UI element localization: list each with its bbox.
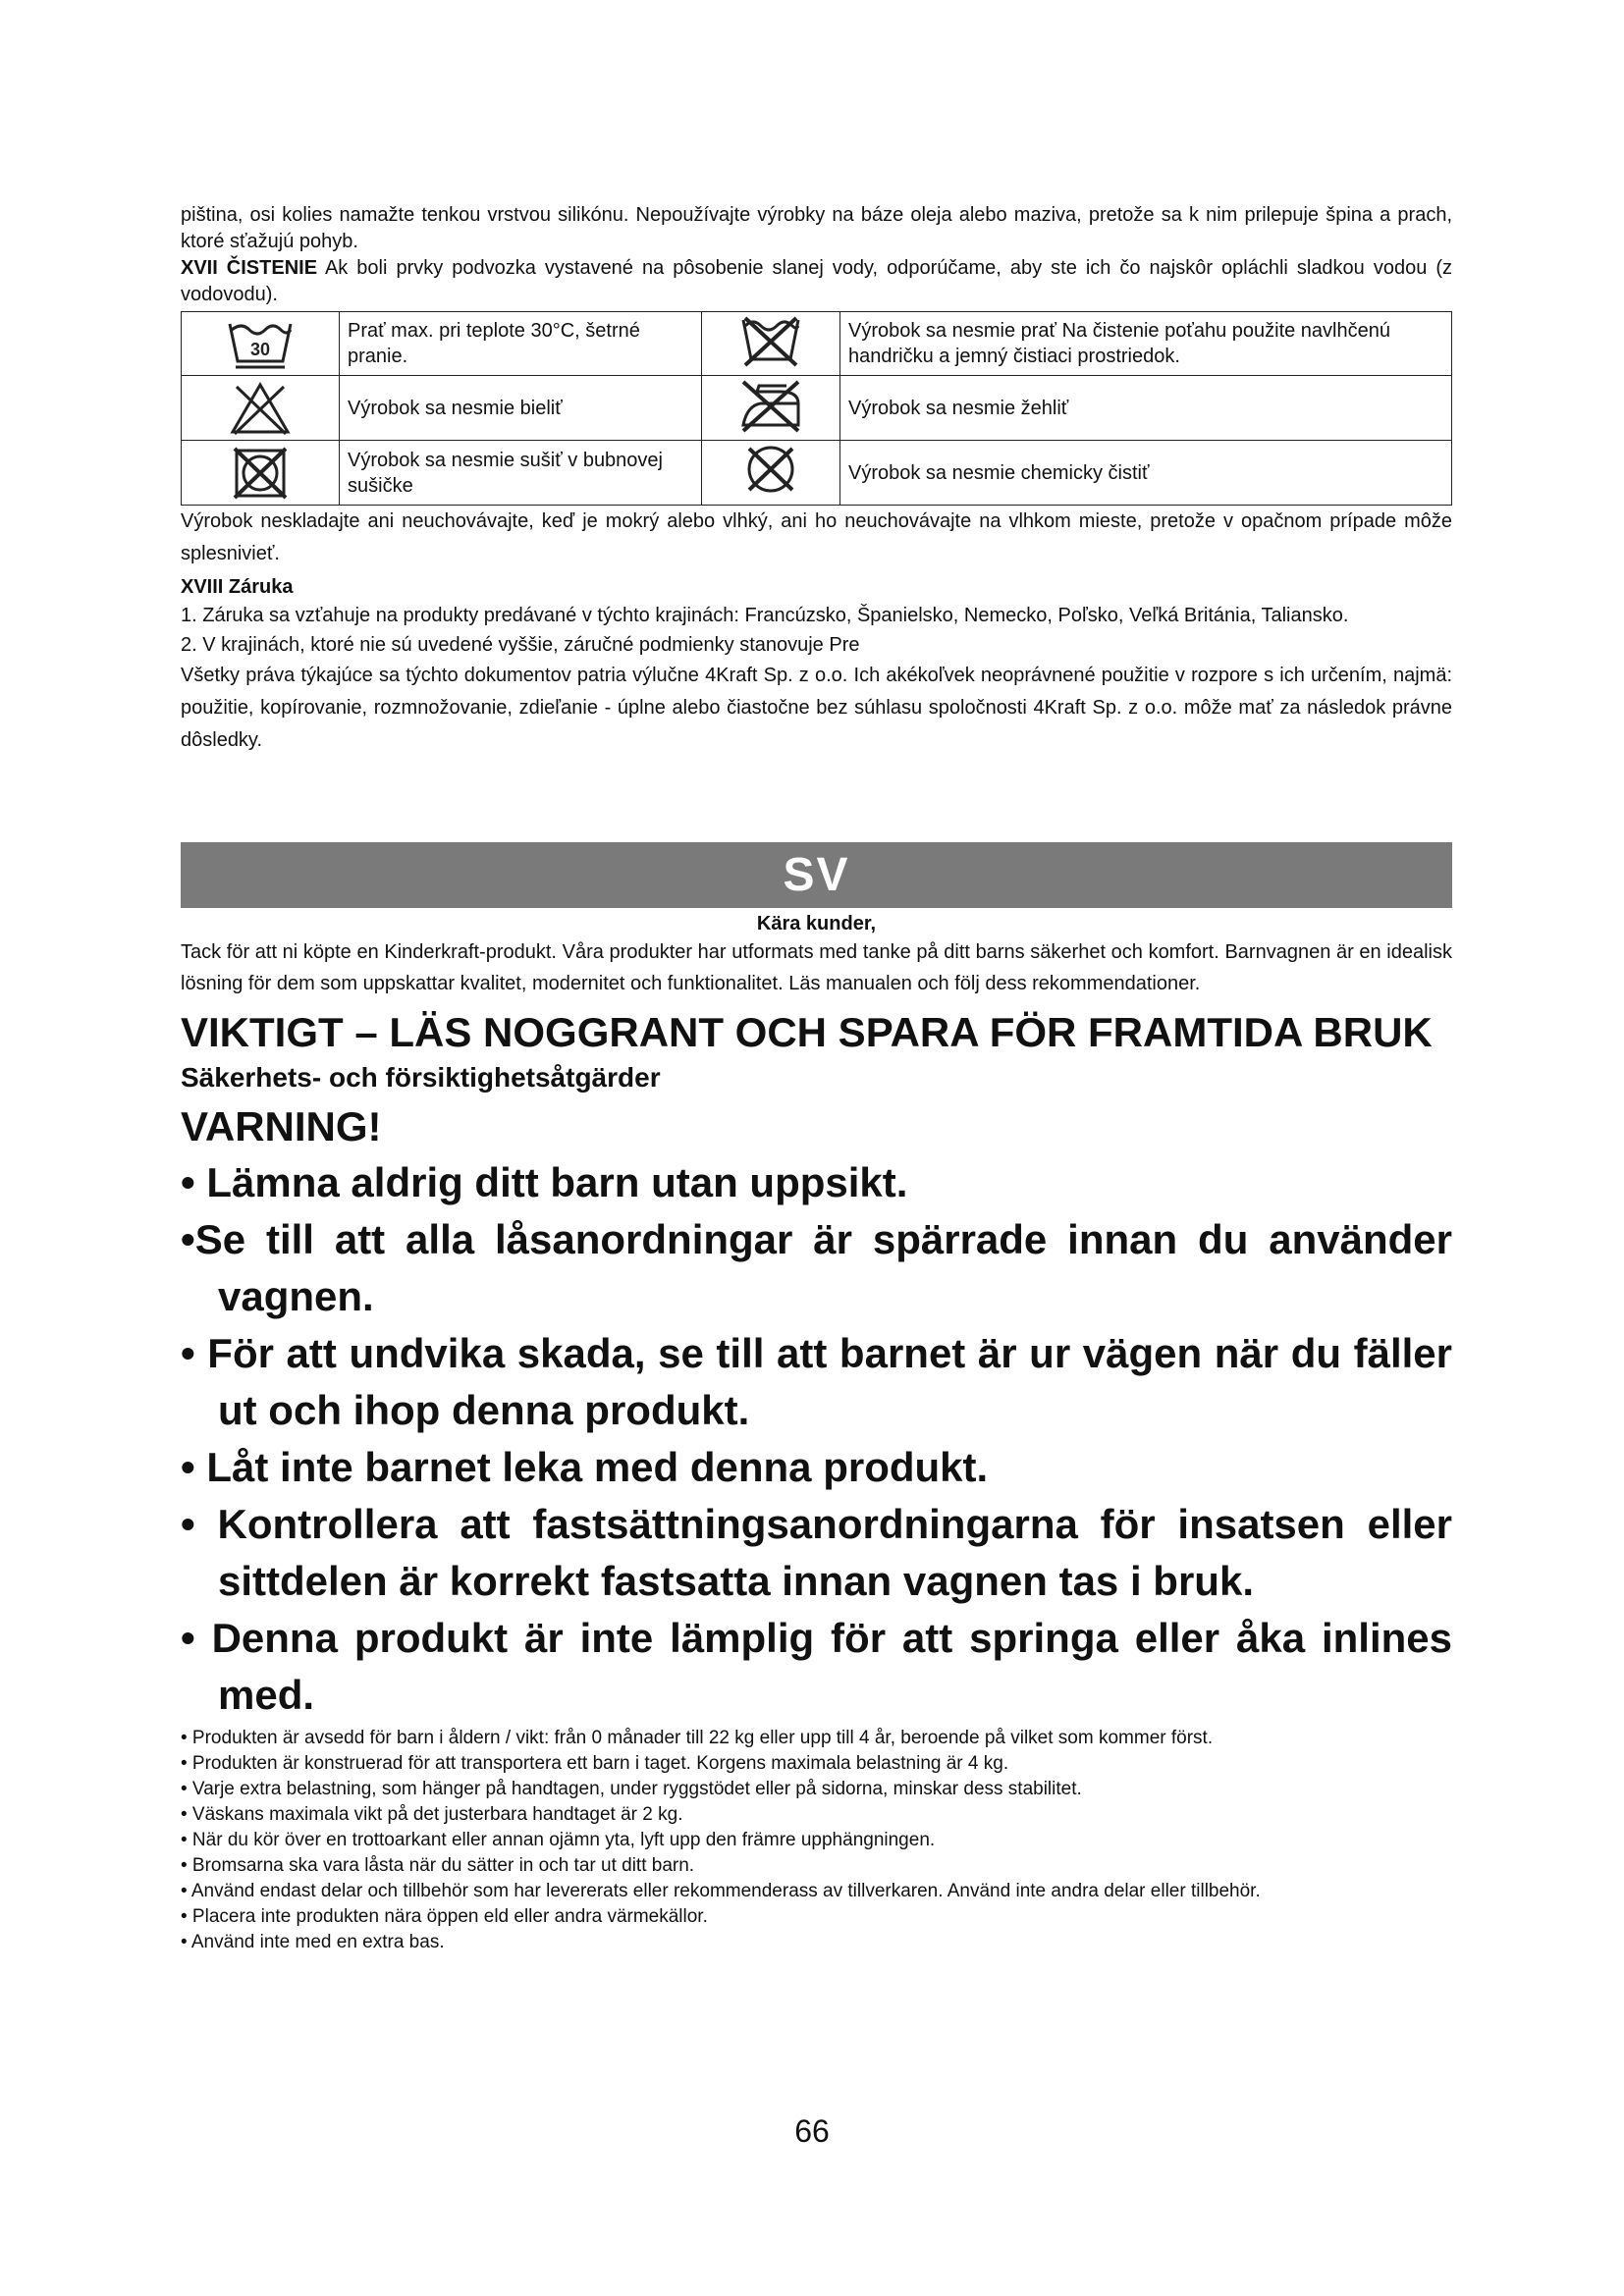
list-item: •Se till att alla låsanordningar är spärrade innan du använder vagnen.: [181, 1216, 1452, 1319]
rights-paragraph: Všetky práva týkajúce sa týchto dokumentov patria výlučne 4Kraft Sp. z o.o. Ich akékoľvek neoprávnené použitie v rozpore s ich určením, najmä: použitie, kopírovanie, rozmnožovanie, zdieľanie - úplne alebo čiastočne bez súhlasu spoločnosti 4Kraft Sp. z o.o. môže mať za následok právne dôsledky.: [181, 665, 1452, 751]
care-text: Výrobok sa nesmie prať Na čistenie poťahu použite navlhčenú handričku a jemný čistiaci prostriedok.: [840, 312, 1452, 376]
cleaning-paragraph: [181, 255, 1452, 308]
care-symbols-table: [181, 311, 1452, 506]
list-item: • Använd inte med en extra bas.: [181, 1932, 445, 1952]
language-banner: SV: [181, 842, 1452, 908]
list-item: • När du kör över en trottoarkant eller annan ojämn yta, lyft upp den främre upphängningen.: [181, 1830, 936, 1850]
list-item: • Placera inte produkten nära öppen eld eller andra värmekällor.: [181, 1906, 708, 1927]
main-heading: VIKTIGT – LÄS NOGGRANT OCH SPARA FÖR FRAMTIDA BRUK: [181, 1009, 1433, 1055]
list-item: • Lämna aldrig ditt barn utan uppsikt.: [181, 1159, 908, 1205]
list-item: • Denna produkt är inte lämplig för att springa eller åka inlines med.: [181, 1615, 1452, 1718]
lubrication-paragraph: piština, osi kolies namažte tenkou vrstvou silikónu. Nepoužívajte výrobky na báze oleja alebo maziva, pretože sa k nim prilepuje špina a prach, ktoré sťažujú pohyb.: [181, 204, 1452, 252]
warning-heading: VARNING!: [181, 1103, 382, 1149]
warranty-item: 2. V krajinách, ktoré nie sú uvedené vyššie, záručné podmienky stanovuje Pre: [181, 634, 860, 656]
warranty-item: 1. Záruka sa vzťahuje na produkty predávané v týchto krajinách: Francúzsko, Španielsko, Nemecko, Poľsko, Veľká Británia, Taliansko.: [181, 605, 1349, 626]
list-item: • Varje extra belastning, som hänger på handtagen, under ryggstödet eller på sidorna, minskar dess stabilitet.: [181, 1779, 1082, 1799]
cleaning-text: Ak boli prvky podvozka vystavené na pôsobenie slanej vody, odporúčame, aby ste ich čo najskôr opláchli sladkou vodou (z vodovodu).: [181, 257, 1452, 305]
no-tumble-dry-icon: [182, 441, 340, 506]
list-item: • Produkten är konstruerad för att transportera ett barn i taget. Korgens maximala belastning är 4 kg.: [181, 1753, 1009, 1774]
svg-text:30: 30: [249, 340, 271, 359]
list-item: • Låt inte barnet leka med denna produkt.: [181, 1444, 989, 1490]
list-item: • Kontrollera att fastsättningsanordningarna för insatsen eller sittdelen är korrekt fastsatta innan vagnen tas i bruk.: [181, 1501, 1452, 1604]
list-item: • För att undvika skada, se till att barnet är ur vägen när du fäller ut och ihop denna produkt.: [181, 1330, 1452, 1433]
table-row: [182, 376, 1452, 441]
swedish-section: [181, 911, 1452, 1955]
list-item: • Bromsarna ska vara låsta när du sätter in och tar ut ditt barn.: [181, 1855, 695, 1876]
no-iron-icon: [702, 376, 840, 441]
list-item: • Använd endast delar och tillbehör som har levererats eller rekommenderass av tillverkaren. Använd inte andra delar eller tillbehör.: [181, 1881, 1261, 1901]
greeting: Kära kunder,: [756, 913, 877, 934]
slovak-section: [181, 202, 1452, 757]
care-text: Výrobok sa nesmie sušiť v bubnovej sušičke: [340, 441, 702, 506]
care-text: Prať max. pri teplote 30°C, šetrné pranie.: [340, 312, 702, 376]
care-text: Výrobok sa nesmie bieliť: [340, 376, 702, 441]
storage-paragraph: Výrobok neskladajte ani neuchovávajte, keď je mokrý alebo vlhký, ani ho neuchovávajte na vlhkom mieste, pretože v opačnom prípade môže splesnivieť.: [181, 510, 1452, 564]
cleaning-title: XVII ČISTENIE: [181, 257, 318, 279]
list-item: • Väskans maximala vikt på det justerbara handtaget är 2 kg.: [181, 1804, 683, 1825]
warning-list: [181, 1154, 1452, 1724]
no-wash-icon: [702, 312, 840, 376]
no-dry-clean-icon: [702, 441, 840, 506]
table-row: [182, 441, 1452, 506]
safety-list: [181, 1726, 1452, 1955]
list-item: • Produkten är avsedd för barn i åldern / vikt: från 0 månader till 22 kg eller upp till 4 år, beroende på vilket som kommer först.: [181, 1728, 1214, 1748]
page-number: 66: [794, 2113, 830, 2149]
no-bleach-icon: [182, 376, 340, 441]
wash-30-icon: [182, 312, 340, 376]
warranty-title: XVIII Záruka: [181, 576, 294, 598]
care-text: Výrobok sa nesmie žehliť: [840, 376, 1452, 441]
care-text: Výrobok sa nesmie chemicky čistiť: [840, 441, 1452, 506]
intro-paragraph: Tack för att ni köpte en Kinderkraft-produkt. Våra produkter har utformats med tanke på ditt barns säkerhet och komfort. Barnvagnen är en idealisk lösning för dem som uppskattar kvalitet, modernitet och funktionalitet. Läs manualen och följ dess rekommendationer.: [181, 941, 1452, 994]
subheading: Säkerhets- och försiktighetsåtgärder: [181, 1062, 661, 1093]
table-row: [182, 312, 1452, 376]
